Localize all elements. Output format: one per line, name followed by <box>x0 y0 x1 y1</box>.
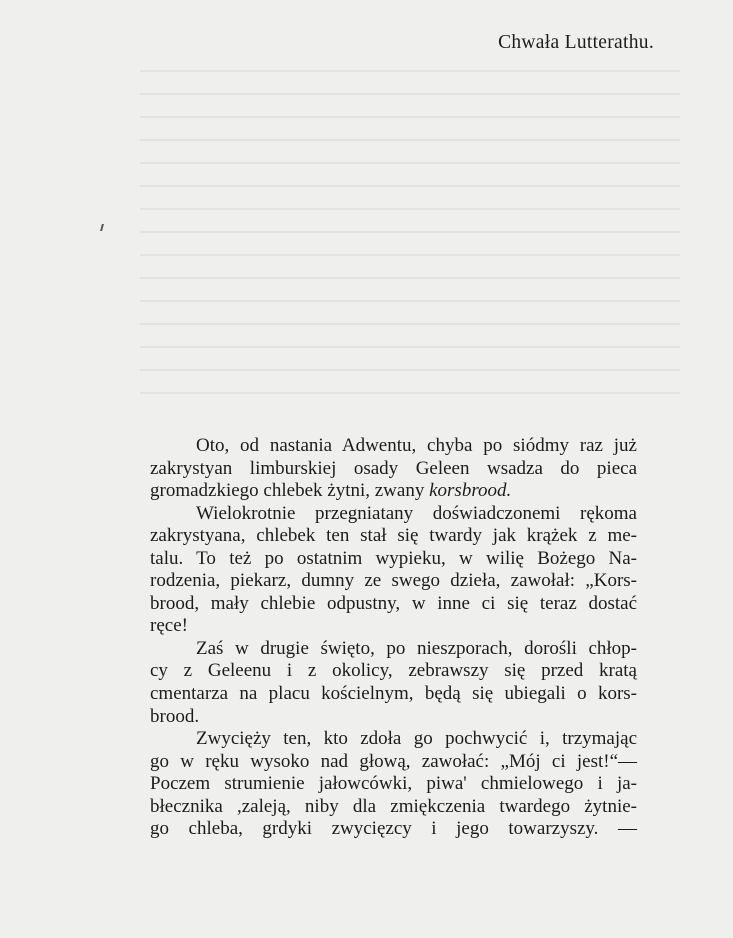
italic-term: korsbrood. <box>429 480 512 502</box>
text-line: cy z Geleenu i z okolicy, zebrawszy się przed kratą <box>150 660 637 682</box>
body-text <box>150 435 637 841</box>
text-line: Oto, od nastania Adwentu, chyba po siódmy raz już <box>196 435 637 456</box>
text-line <box>150 480 637 503</box>
text-line: Zwycięży ten, kto zdoła go pochwycić i, trzymając <box>196 728 637 750</box>
text-line: zakrystyana, chlebek ten stał się twardy jak krążek z me- <box>150 525 637 547</box>
text-line: brood. <box>150 705 200 727</box>
text-line: go w ręku wysoko nad głową, zawołać: „Mój ci jest!“— <box>150 750 637 772</box>
text-line: ręce! <box>150 615 188 637</box>
bleed-through-texture <box>140 70 680 410</box>
text-line: zakrystyan limburskiej osady Geleen wsadza do pieca <box>150 457 637 479</box>
text-line: Wielokrotnie przegniatany doświadczonemi rękoma <box>196 502 637 524</box>
text-line: rodzenia, piekarz, dumny ze swego dzieła, zawołał: „Kors- <box>150 570 637 592</box>
text-line: błecznika ,zaleją, niby dla zmiękczenia twardego żytnie- <box>150 795 637 817</box>
text-fragment: gromadzkiego chlebek żytni, zwany <box>150 480 430 502</box>
text-line: talu. To też po ostatnim wypieku, w wilię Bożego Na- <box>150 547 637 569</box>
text-line: go chleba, grdyki zwycięzcy i jego towarzyszy. — <box>150 818 637 840</box>
text-line: cmentarza na placu kościelnym, będą się ubiegali o kors- <box>150 683 637 705</box>
running-header: Chwała Lutterathu. <box>498 32 654 53</box>
stray-ink-mark <box>100 224 104 231</box>
text-line: Zaś w drugie święto, po nieszporach, dorośli chłop- <box>196 637 637 659</box>
text-line: Poczem strumienie jałowcówki, piwa' chmielowego i ja- <box>150 773 637 795</box>
text-line: brood, mały chlebie odpustny, w inne ci się teraz dostać <box>150 592 637 614</box>
